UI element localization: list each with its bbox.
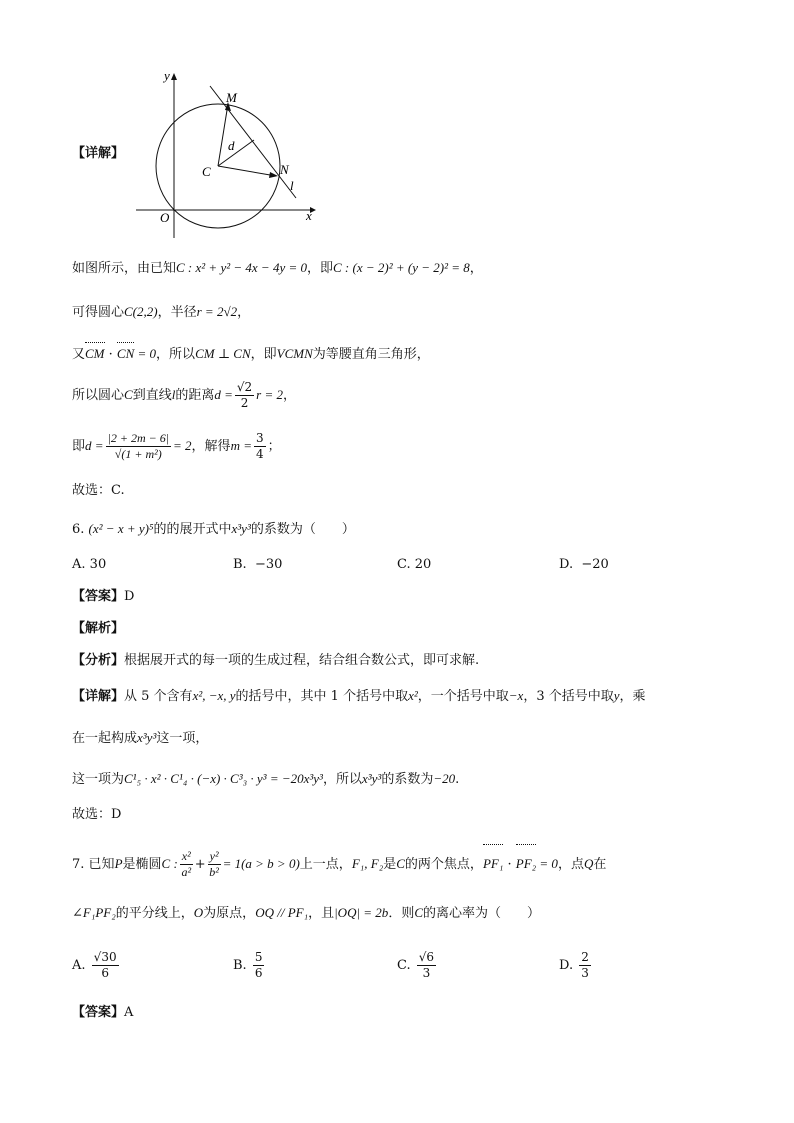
q7-answer-line: 【答案】A	[72, 1005, 134, 1020]
q6-option-c: C. 20	[397, 557, 432, 572]
label-o: O	[160, 210, 170, 225]
q6-fenxi: 【分析】根据展开式的每一项的生成过程，结合组合数公式，即可求解.	[72, 653, 480, 668]
q7-option-c: C. $\frac{√6}{3}$	[397, 950, 435, 980]
label-c: C	[202, 164, 211, 179]
q7-option-a: A. $\frac{√30}{6}$	[72, 950, 117, 980]
solution-line-4: 所以圆心C到直线l的距离d = $\frac{√2}{2}$ r = 2，	[72, 380, 297, 410]
q7-option-d: D. $\frac{2}{3}$	[559, 950, 589, 980]
q6-option-d: D. −20	[559, 557, 609, 572]
line-l	[210, 86, 296, 198]
q6-detail-line-1: 【详解】从 5 个含有x², −x, y的括号中，其中 1 个括号中取x²，一个括号中取−x，3 个括号中取y，乘	[72, 688, 646, 704]
label-x: x	[306, 208, 312, 223]
q6-stem: 6. (x² − x + y)⁵的的展开式中x³y³的系数为（ ）	[72, 521, 355, 537]
solution-line-1: 如图所示，由已知C : x² + y² − 4x − 4y = 0，即C : (x − 2)² + (y − 2)² = 8，	[72, 260, 483, 276]
solution-line-2: 可得圆心C(2,2)，半径r = 2√2，	[72, 304, 251, 320]
q6-option-b: B. −30	[233, 557, 283, 572]
label-m: M	[226, 90, 237, 105]
segment-d	[218, 140, 254, 166]
q6-option-a: A. 30	[72, 557, 107, 572]
q5-answer: 故选：C.	[72, 483, 125, 498]
solution-line-3: 又CM · CN = 0，所以CM ⊥ CN，即VCMN为等腰直角三角形，	[72, 346, 430, 362]
label-d: d	[228, 138, 235, 153]
y-arrow	[171, 73, 177, 80]
circle-line-figure	[130, 66, 330, 246]
label-l: l	[290, 178, 294, 193]
q6-final: 故选：D	[72, 807, 122, 822]
segment-cn	[218, 166, 276, 176]
label-n: N	[280, 162, 289, 177]
label-y: y	[164, 68, 170, 83]
q6-detail-line-2: 在一起构成x³y³这一项，	[72, 730, 209, 746]
q6-detail-line-3: 这一项为C¹₅ · x² · C¹₄ · (−x) · C³₃ · y³ = −20x³y³，所以x³y³的系数为−20.	[72, 771, 460, 787]
q6-analysis-tag: 【解析】	[72, 621, 125, 636]
segment-cm	[218, 104, 228, 166]
detail-tag: 【详解】	[72, 146, 125, 161]
q7-option-b: B. $\frac{5}{6}$	[233, 950, 263, 980]
q7-stem-line-1: 7. 已知P是椭圆C : $\frac{\text{x²}}{\text{a²}}$ + $\frac{\text{y²}}{\text{b²}}$ = 1(a > b > 0)上一点，F₁, F₂是C的两个焦点，PF₁ · PF₂ = 0，点Q在	[72, 846, 606, 882]
q7-stem-line-2: ∠F₁PF₂的平分线上，O为原点，OQ // PF₁，且|OQ| = 2b．则C的离心率为（ ）	[72, 905, 541, 921]
solution-line-5: 即d = $\frac{|2 + 2m - 6|}{\text{√(1 + m²)}}$ = 2，解得m = $\frac{3}{4}$ ；	[72, 431, 281, 461]
q6-answer-line: 【答案】D	[72, 589, 135, 604]
